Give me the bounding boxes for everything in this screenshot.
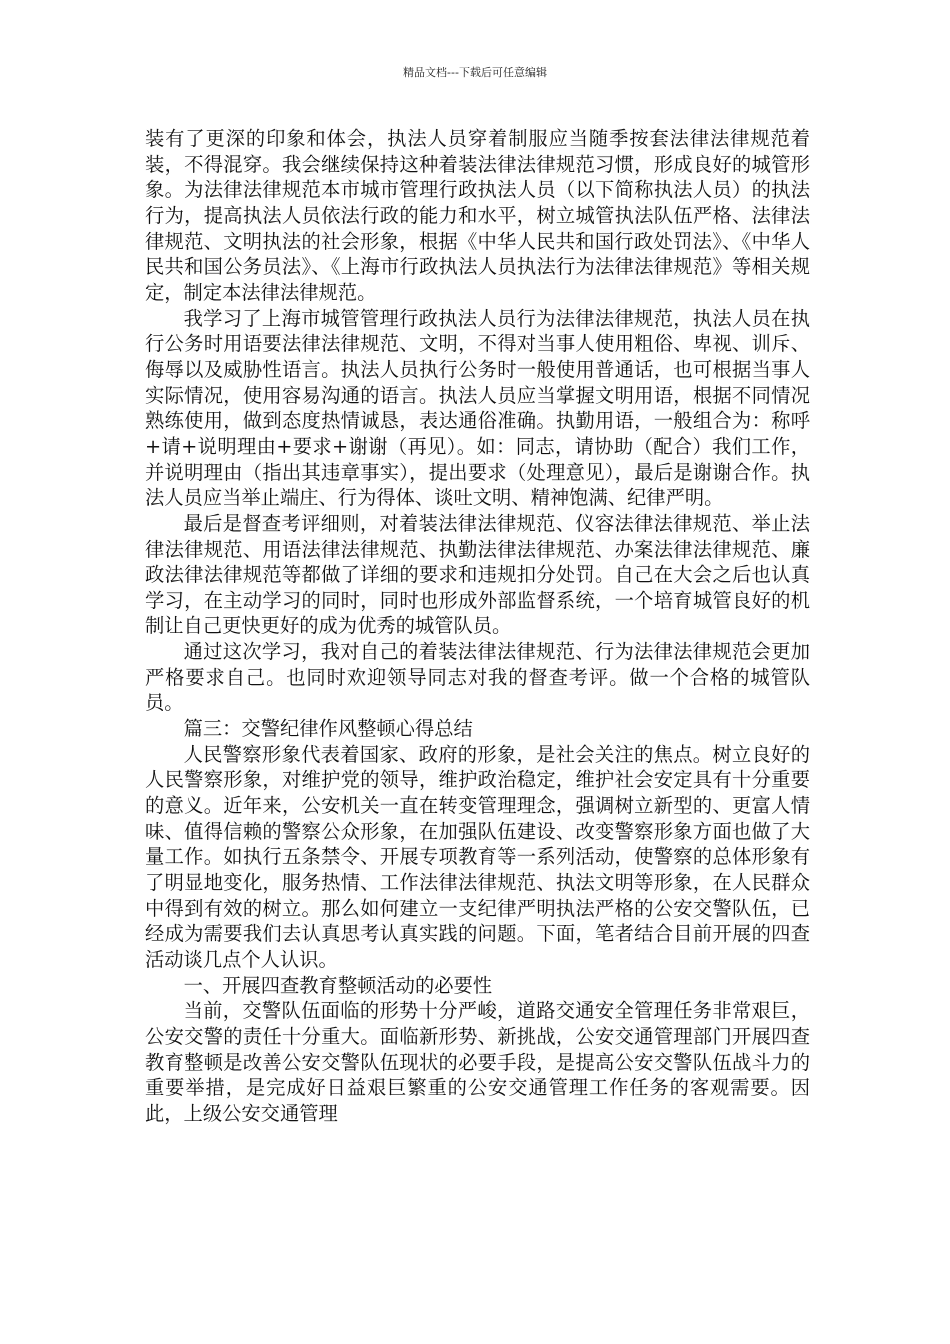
paragraph: 最后是督查考评细则，对着装法律法律规范、仪容法律法律规范、举止法律法律规范、用语法律法律规范、执勤法律法律规范、办案法律法律规范、廉政法律法律规范等都做了详细的要求和违规扣分处罚。自己在大会之后也认真学习，在主动学习的同时，同时也形成外部监督系统，一个培育城管良好的机制让自己更快更好的成为优秀的城管队员。: [145, 511, 810, 638]
paragraph: 我学习了上海市城管管理行政执法人员行为法律法律规范，执法人员在执行公务时用语要法律法律规范、文明，不得对当事人使用粗俗、卑视、训斥、侮辱以及威胁性语言。执法人员执行公务时一般使用普通话，也可根据当事人实际情况，使用容易沟通的语言。执法人员应当掌握文明用语，根据不同情况熟练使用，做到态度热情诚恳，表达通俗准确。执勤用语，一般组合为：称呼+请+说明理由+要求+谢谢（再见）。如：同志，请协助（配合）我们工作，并说明理由（指出其违章事实），提出要求（处理意见），最后是谢谢合作。执法人员应当举止端庄、行为得体、谈吐文明、精神饱满、纪律严明。: [145, 306, 810, 510]
paragraph: 通过这次学习，我对自己的着装法律法律规范、行为法律法律规范会更加严格要求自己。也同时欢迎领导同志对我的督查考评。做一个合格的城管队员。: [145, 640, 810, 715]
document-body: [145, 126, 810, 1127]
section-heading: 篇三：交警纪律作风整顿心得总结: [183, 717, 473, 741]
paragraph: 当前，交警队伍面临的形势十分严峻，道路交通安全管理任务非常艰巨，公安交警的责任十分重大。面临新形势、新挑战，公安交通管理部门开展四查教育整顿是改善公安交警队伍现状的必要手段，是提高公安交警队伍战斗力的重要举措，是完成好日益艰巨繁重的公安交通管理工作任务的客观需要。因此，上级公安交通管理: [145, 999, 810, 1125]
subsection-heading: 一、开展四查教育整顿活动的必要性: [183, 973, 493, 997]
page-header: 精品文档---下载后可任意编辑: [403, 66, 547, 79]
paragraph-continued: 装有了更深的印象和体会，执法人员穿着制服应当随季按套法律法律规范着装，不得混穿。我会继续保持这种着装法律法律规范习惯，形成良好的城管形象。为法律法律规范本市城市管理行政执法人员（以下简称执法人员）的执法行为，提高执法人员依法行政的能力和水平，树立城管执法队伍严格、法律法律规范、文明执法的社会形象，根据《中华人民共和国行政处罚法》、《中华人民共和国公务员法》、《上海市行政执法人员执法行为法律法律规范》等相关规定，制定本法律法律规范。: [145, 127, 810, 304]
paragraph: 人民警察形象代表着国家、政府的形象，是社会关注的焦点。树立良好的人民警察形象，对维护党的领导，维护政治稳定，维护社会安定具有十分重要的意义。近年来，公安机关一直在转变管理理念，强调树立新型的、更富人情味、值得信赖的警察公众形象，在加强队伍建设、改变警察形象方面也做了大量工作。如执行五条禁令、开展专项教育等一系列活动，使警察的总体形象有了明显地变化，服务热情、工作法律法律规范、执法文明等形象，在人民群众中得到有效的树立。那么如何建立一支纪律严明执法严格的公安交警队伍，已经成为需要我们去认真思考认真实践的问题。下面，笔者结合目前开展的四查活动谈几点个人认识。: [145, 742, 810, 971]
